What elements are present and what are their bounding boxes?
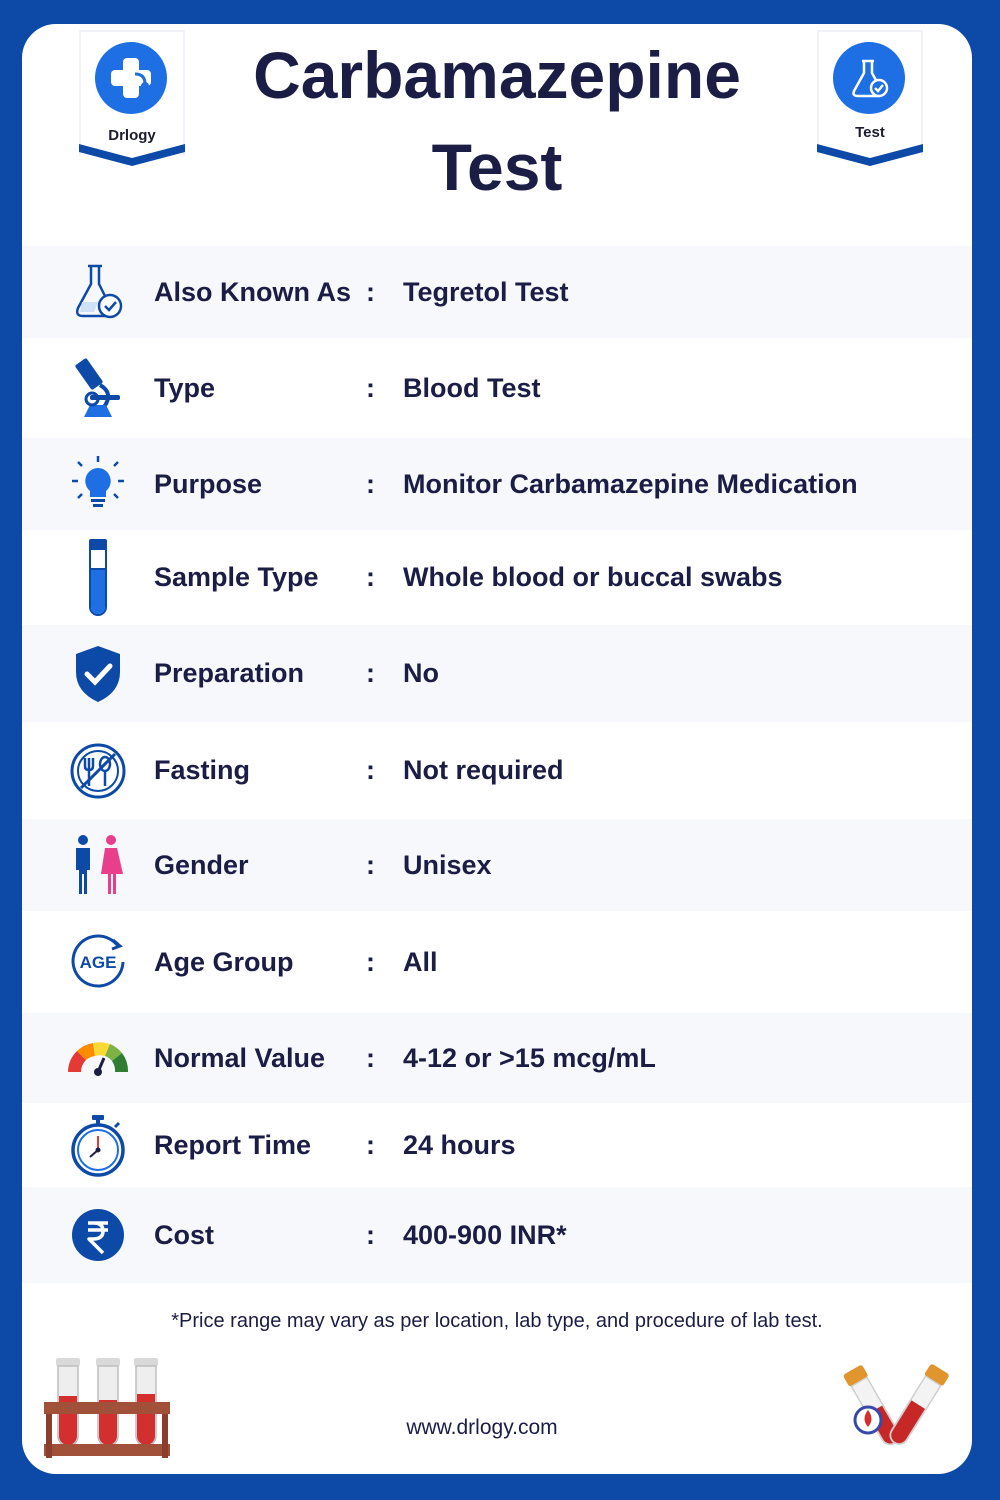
- test-tube-icon: [62, 542, 134, 614]
- row-separator: :: [366, 372, 375, 403]
- page-title-line1: Carbamazepine: [253, 38, 741, 112]
- row-separator: :: [366, 658, 375, 688]
- test-badge-label: Test: [855, 124, 885, 141]
- row-label: Cost: [154, 1219, 214, 1250]
- row-separator: :: [366, 468, 375, 499]
- age-icon: [62, 926, 134, 998]
- drlogy-badge: [79, 30, 185, 174]
- row-label: Report Time: [154, 1129, 312, 1160]
- row-separator: :: [366, 849, 375, 880]
- table-row: [22, 819, 972, 911]
- table-row: [22, 1103, 972, 1187]
- info-card: [22, 24, 972, 1474]
- row-label: Preparation: [154, 658, 305, 688]
- row-value: No: [403, 658, 439, 688]
- table-row: [22, 1187, 972, 1283]
- test-tube-rack-icon: [42, 1356, 172, 1467]
- price-footnote: *Price range may vary as per location, lab type, and procedure of lab test.: [171, 1310, 823, 1332]
- info-table: [22, 246, 972, 1283]
- row-separator: :: [366, 1129, 375, 1160]
- row-label: Age Group: [154, 946, 294, 977]
- drlogy-badge-label: Drlogy: [108, 127, 156, 144]
- row-value: Tegretol Test: [403, 276, 569, 307]
- row-separator: :: [366, 946, 375, 977]
- row-label: Sample Type: [154, 562, 319, 592]
- test-badge: [817, 30, 923, 174]
- medical-cross-stethoscope-icon: [95, 42, 167, 114]
- table-row: [22, 530, 972, 625]
- row-value: Unisex: [403, 849, 492, 880]
- row-value: 24 hours: [403, 1129, 516, 1160]
- table-row: [22, 338, 972, 438]
- table-row: [22, 1013, 972, 1103]
- no-food-icon: [62, 735, 134, 807]
- row-separator: :: [366, 562, 375, 592]
- age-icon-text: AGE: [79, 953, 117, 972]
- row-value: Whole blood or buccal swabs: [403, 562, 783, 592]
- row-separator: :: [366, 1042, 375, 1073]
- stopwatch-icon: [62, 1109, 134, 1181]
- row-separator: :: [366, 1219, 375, 1250]
- table-row: [22, 911, 972, 1013]
- table-row: [22, 625, 972, 722]
- row-separator: :: [366, 755, 375, 785]
- row-separator: :: [366, 276, 375, 307]
- page-title-line2: Test: [431, 130, 563, 204]
- row-value: Blood Test: [403, 372, 541, 403]
- table-row: [22, 722, 972, 819]
- row-value: Not required: [403, 755, 564, 785]
- row-value: 400-900 INR*: [403, 1219, 567, 1250]
- row-label: Also Known As: [154, 276, 352, 307]
- blood-vials-icon: [840, 1356, 954, 1474]
- shield-check-icon: [62, 638, 134, 710]
- table-row: [22, 438, 972, 530]
- rupee-icon: [62, 1199, 134, 1271]
- row-label: Purpose: [154, 468, 263, 499]
- microscope-icon: [62, 352, 134, 424]
- row-value: Monitor Carbamazepine Medication: [403, 468, 858, 499]
- row-label: Gender: [154, 849, 249, 880]
- flask-check-icon: [833, 42, 905, 114]
- website-link[interactable]: www.drlogy.com: [406, 1416, 558, 1439]
- row-value: 4-12 or >15 mcg/mL: [403, 1042, 656, 1073]
- row-label: Fasting: [154, 755, 251, 785]
- flask-check-icon: [62, 256, 134, 328]
- row-label: Normal Value: [154, 1042, 326, 1073]
- row-label: Type: [154, 372, 216, 403]
- table-row: [22, 246, 972, 338]
- lightbulb-icon: [62, 448, 134, 520]
- male-female-icon: [62, 829, 134, 901]
- gauge-icon: [62, 1022, 134, 1094]
- row-value: All: [403, 946, 438, 977]
